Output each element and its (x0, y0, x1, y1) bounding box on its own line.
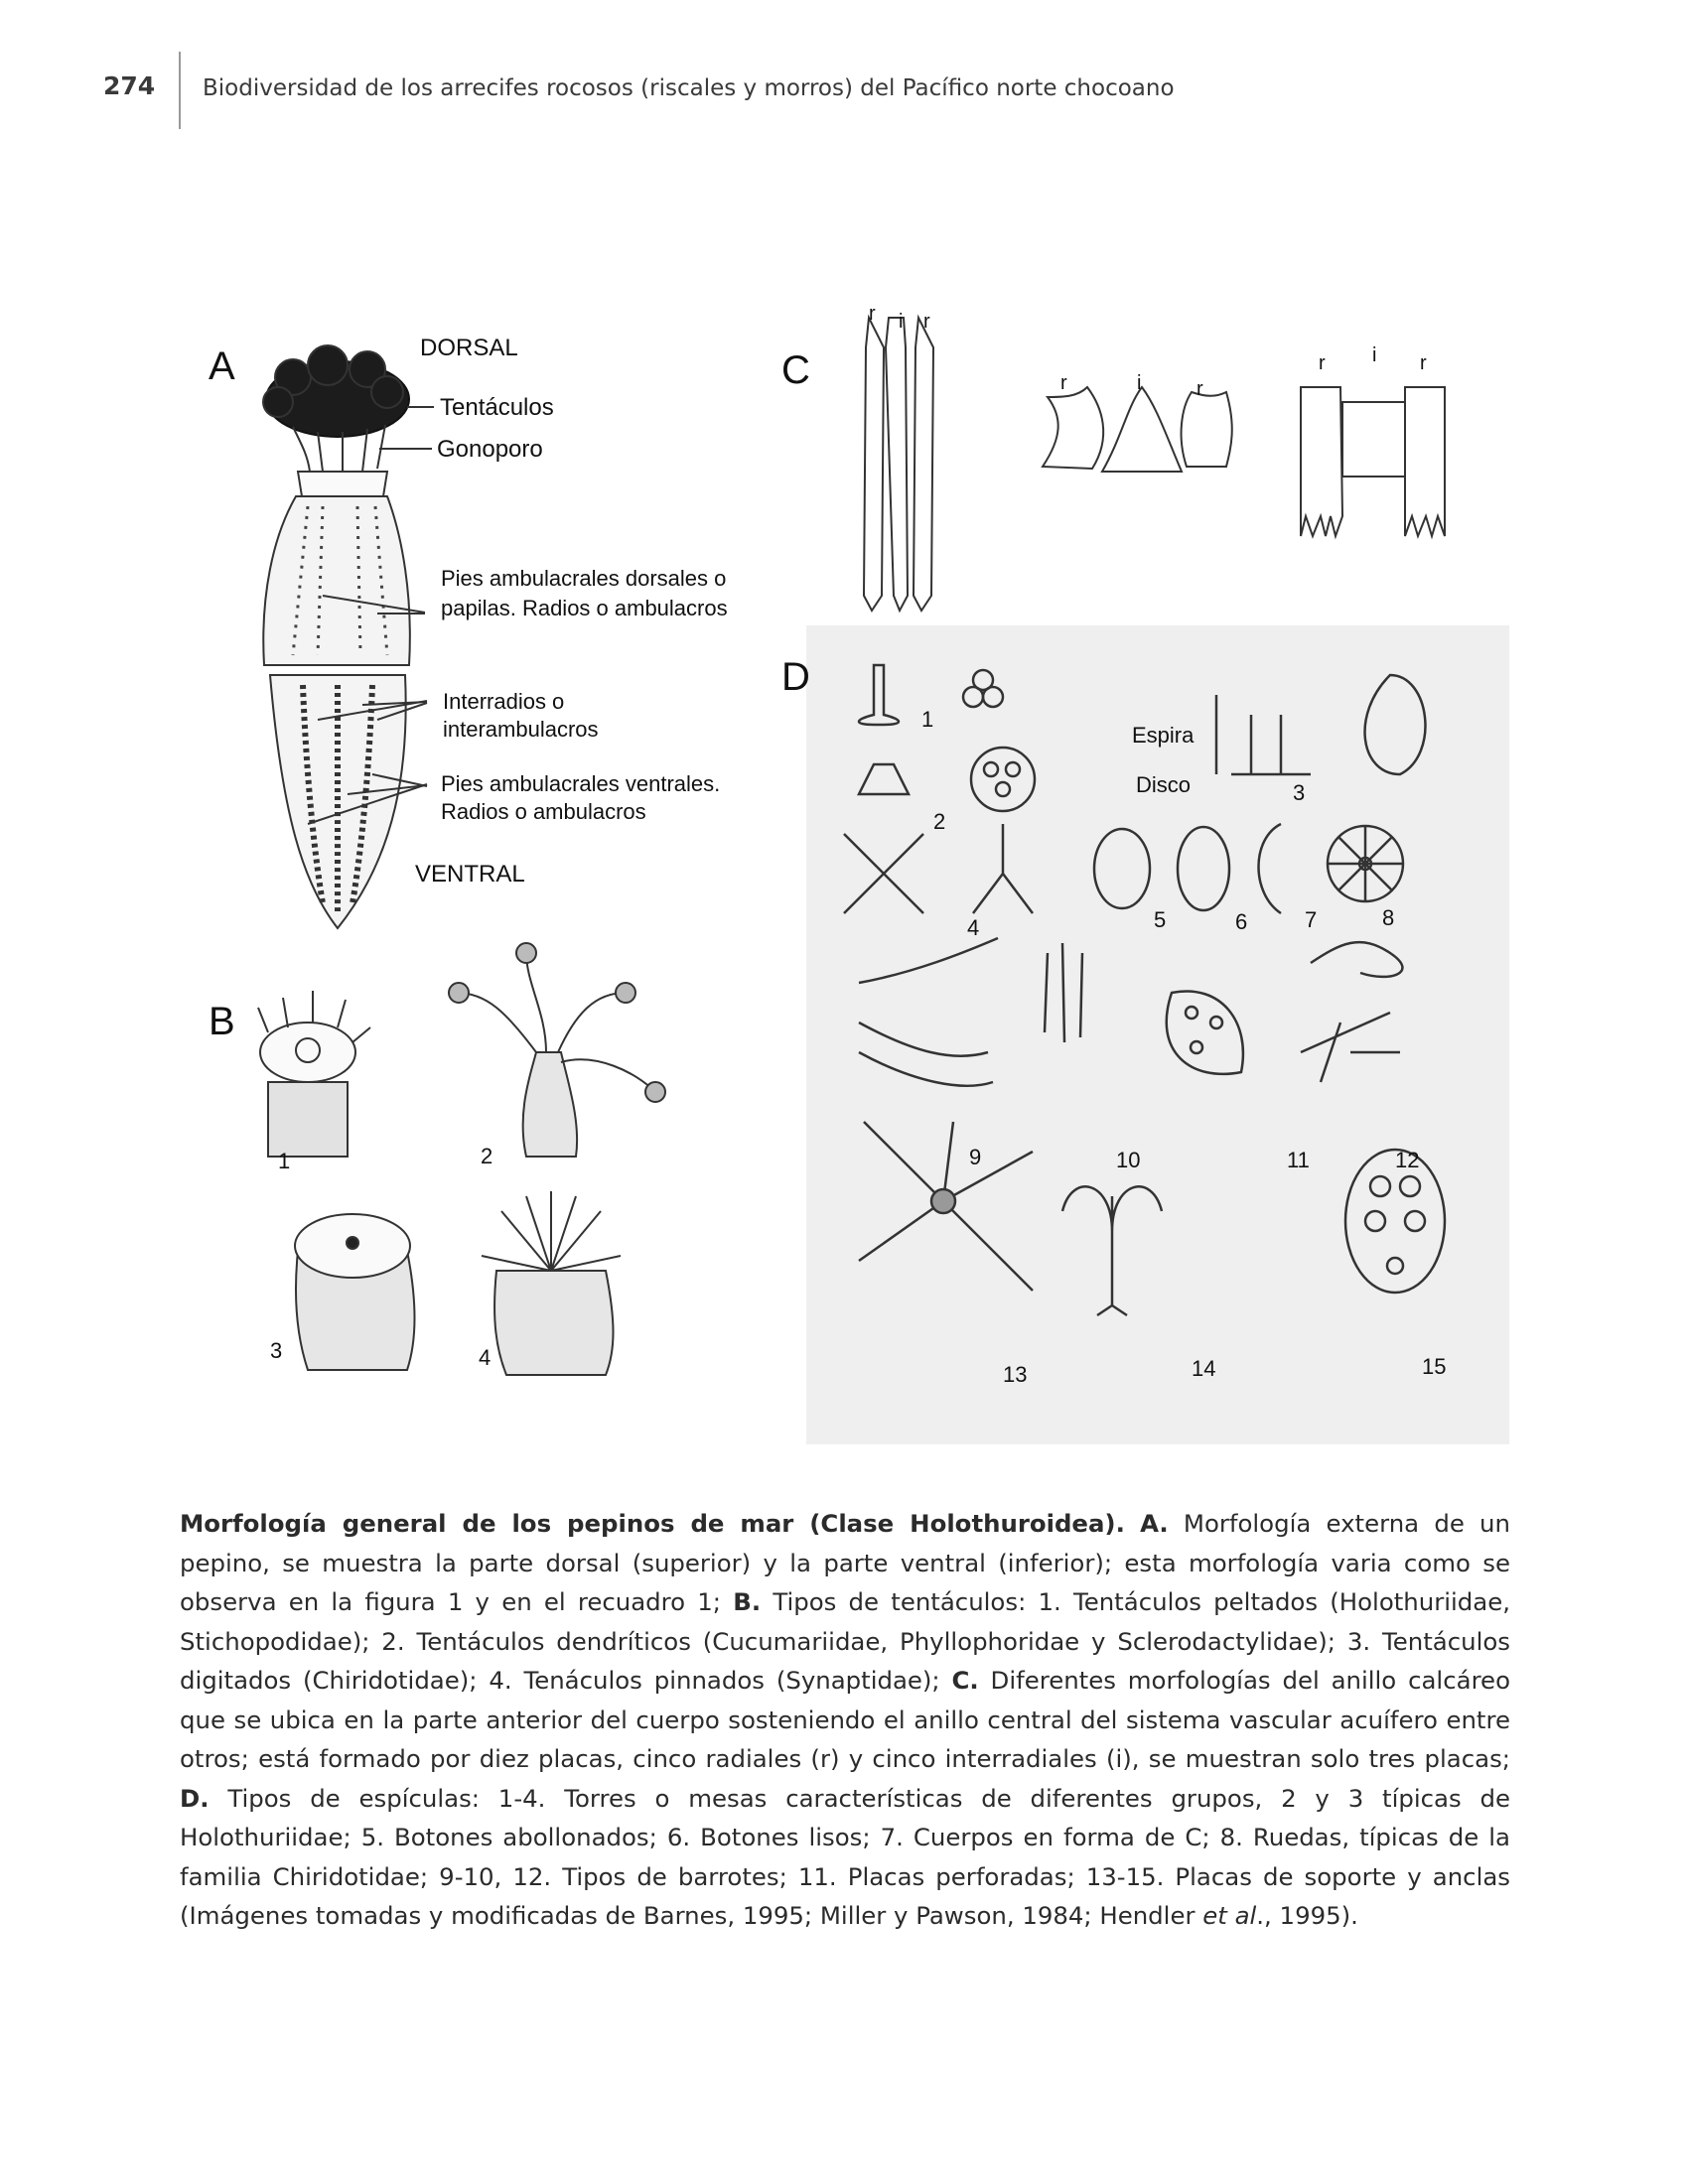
figure-caption (180, 1504, 1510, 1936)
spicule-number-1: 1 (921, 707, 934, 732)
spicule-number-6: 6 (1235, 909, 1248, 934)
label-tentaculos: Tentáculos (440, 394, 554, 421)
label-disco: Disco (1136, 772, 1192, 797)
dorsal-body-illustration (263, 496, 410, 665)
caption-c-text: Diferentes morfologías del anillo calcáreo que se ubica en la parte anterior del cuerpo sosteniendo el anillo central del sistema vascular acuífero entre otros; está formado por diez placas, cinco radiales (r) y cinco interradiales (i), se muestran solo tres placas; (180, 1666, 1510, 1773)
caption-c-label: C. (951, 1666, 979, 1695)
figure-drawing (199, 298, 1509, 1449)
spicule-number-9: 9 (969, 1145, 982, 1169)
caption-b-label: B. (733, 1587, 762, 1616)
tentacle-type-4-illustration (482, 1191, 621, 1375)
spicule-number-8: 8 (1382, 905, 1395, 930)
panel-d-letter: D (781, 655, 810, 699)
panel-c (864, 318, 1445, 611)
panel-a (263, 345, 434, 928)
panel-b-number-2: 2 (481, 1144, 493, 1168)
label-dorsal-feet-2: papilas. Radios o ambulacros (441, 596, 728, 620)
label-interradii-1: Interradios o (443, 689, 565, 714)
caption-a-text: Morfología externa de un pepino, se muestra la parte dorsal (superior) y la parte ventral (inferior); esta morfología varia como se observa en la figura 1 y en el recuadro 1; (180, 1509, 1510, 1616)
tentacle-crown-illustration (263, 345, 409, 472)
label-dorsal-feet-1: Pies ambulacrales dorsales o (441, 566, 727, 591)
caption-d-label: D. (180, 1783, 210, 1813)
label-r-4: r (1196, 378, 1203, 400)
spicule-number-11: 11 (1287, 1148, 1310, 1172)
panel-b-number-4: 4 (479, 1345, 492, 1370)
label-ventral: VENTRAL (415, 861, 525, 887)
calcareous-ring-short (1043, 387, 1232, 472)
label-i-1: i (899, 311, 904, 333)
label-i-3: i (1372, 344, 1377, 366)
label-ventral-feet-1: Pies ambulacrales ventrales. (441, 771, 721, 796)
caption-b-text: Tipos de tentáculos: 1. Tentáculos peltados (Holothuriidae, Stichopodidae); 2. Tentáculos dendríticos (Cucumariidae, Phyllophoridae y Sclerodactylidae); 3. Tentáculos digitados (Chiridotidae); 4. Tenáculos pinnados (Synaptidae); (180, 1587, 1510, 1695)
spicule-number-12: 12 (1395, 1148, 1420, 1172)
label-r-2: r (923, 311, 930, 333)
label-r-6: r (1420, 352, 1427, 374)
panel-a-letter: A (209, 344, 235, 388)
spicule-number-13: 13 (1003, 1362, 1028, 1387)
spicule-number-10: 10 (1116, 1148, 1141, 1172)
panel-b-letter: B (209, 1000, 235, 1043)
spicule-number-5: 5 (1154, 907, 1167, 932)
spicule-number-3: 3 (1293, 780, 1306, 805)
panel-b (258, 943, 665, 1375)
label-r-1: r (869, 303, 876, 325)
caption-end: ., 1995). (1256, 1901, 1358, 1930)
tentacle-type-2-illustration (449, 943, 665, 1157)
panel-b-number-1: 1 (278, 1149, 291, 1173)
caption-et-al: et al (1202, 1901, 1257, 1930)
label-espira: Espira (1132, 723, 1195, 748)
label-r-5: r (1319, 352, 1326, 374)
calcareous-ring-forked (1301, 387, 1445, 536)
label-i-2: i (1137, 372, 1142, 394)
figure (199, 298, 1509, 1449)
spicule-number-14: 14 (1192, 1356, 1216, 1381)
ventral-body-illustration (270, 675, 406, 928)
spicule-number-2: 2 (933, 809, 946, 834)
tentacle-type-1-illustration (258, 991, 370, 1157)
label-r-3: r (1060, 372, 1067, 394)
label-ventral-feet-2: Radios o ambulacros (441, 799, 646, 824)
label-dorsal: DORSAL (420, 335, 518, 361)
panel-c-letter: C (781, 348, 810, 392)
caption-title: Morfología general de los pepinos de mar (Clase Holothuroidea). (180, 1509, 1125, 1538)
spicule-number-4: 4 (967, 915, 980, 940)
spicule-8-illustration (1328, 826, 1403, 901)
running-head: Biodiversidad de los arrecifes rocosos (riscales y morros) del Pacífico norte chocoano (203, 75, 1175, 101)
panel-b-number-3: 3 (270, 1338, 283, 1363)
label-gonoporo: Gonoporo (437, 436, 543, 463)
calcareous-ring-elongate (864, 318, 933, 611)
label-interradii-2: interambulacros (443, 717, 599, 742)
caption-d-text: Tipos de espículas: 1-4. Torres o mesas características de diferentes grupos, 2 y 3 típicas de Holothuriidae; 5. Botones abollonados; 6. Botones lisos; 7. Cuerpos en forma de C; 8. Ruedas, típicas de la familia Chiridotidae; 9-10, 12. Tipos de barrotes; 11. Placas perforadas; 13-15. Placas de soporte y anclas (Imágenes tomadas y modificadas de Barnes, 1995; Miller y Pawson, 1984; Hendler (180, 1783, 1510, 1930)
tentacle-type-3-illustration (295, 1214, 415, 1370)
page-number: 274 (103, 71, 156, 100)
spicule-number-15: 15 (1422, 1354, 1447, 1379)
caption-a-label: A. (1140, 1509, 1169, 1538)
spicule-number-7: 7 (1305, 907, 1318, 932)
header-divider (179, 52, 181, 129)
panel-d-background (806, 625, 1509, 1444)
